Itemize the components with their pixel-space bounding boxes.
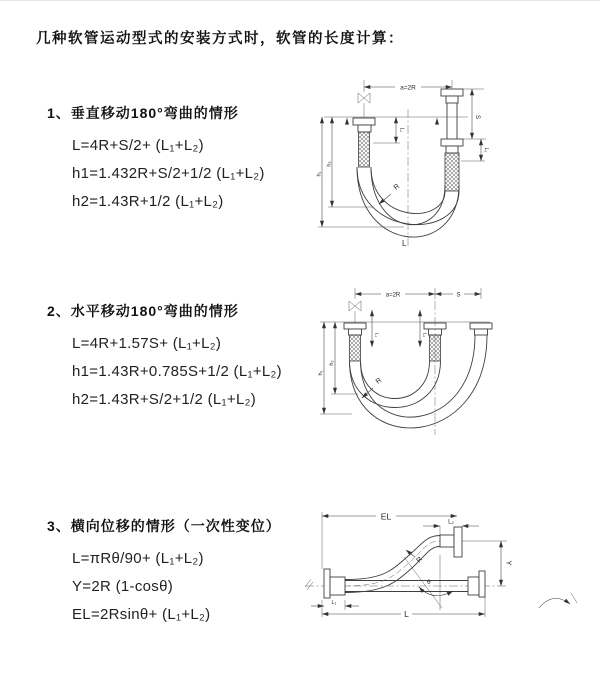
d2-left-flange <box>344 323 366 361</box>
d1-label-r: R <box>392 182 402 192</box>
d3-label-l: L <box>404 609 409 619</box>
d3-el-dimension <box>322 511 457 569</box>
d3-y-dimension <box>501 541 514 586</box>
valve-icon <box>358 93 370 117</box>
d3-hose-curves <box>345 536 440 593</box>
diagram-3-svg <box>303 507 593 629</box>
formula-line: Y=2R (1-cosθ) <box>72 578 174 595</box>
section-1-heading: 1、垂直移动180°弯曲的情形 <box>47 105 239 121</box>
d3-radius-leader <box>406 550 424 564</box>
break-mark <box>305 579 313 590</box>
section-1-formulas <box>72 132 265 216</box>
d2-label-l2: L₂ <box>421 332 427 338</box>
d1-radius-leader <box>379 183 401 204</box>
section-vertical-movement <box>47 103 265 216</box>
d3-label-theta: θ <box>427 579 431 586</box>
d3-l2-dimension <box>423 520 479 536</box>
d3-label-y: Y <box>504 560 514 566</box>
formula-line: L=πRθ/90+ (L₁+L₂) <box>72 550 204 567</box>
d3-upper-flange <box>440 527 507 557</box>
d2-label-r: R <box>374 376 384 386</box>
d3-l-dimension <box>322 597 485 619</box>
formula-line: h1=1.432R+S/2+1/2 (L₁+L₂) <box>72 165 265 182</box>
formula-line: h2=1.43R+S/2+1/2 (L₁+L₂) <box>72 391 257 408</box>
diagram-2-svg <box>314 285 498 443</box>
d3-label-l2: L₂ <box>448 519 454 526</box>
d2-right-flange <box>470 323 492 335</box>
d1-label-l: L <box>402 239 407 248</box>
d2-label-s: S <box>456 292 461 299</box>
diagram-lateral-displacement <box>303 507 593 629</box>
d1-s-dimension <box>463 89 486 139</box>
d2-label-l1: L₁ <box>373 332 379 338</box>
section-2-formulas <box>72 330 282 414</box>
d1-label-h2: h₂ <box>326 161 333 167</box>
d3-label-r: R <box>415 555 424 565</box>
d1-l2-dimension <box>461 139 489 161</box>
d2-label-a2r: a=2R <box>385 292 401 299</box>
valve-icon <box>349 301 361 324</box>
d1-label-l1: L₁ <box>398 127 405 133</box>
formula-line: h2=1.43R+1/2 (L₁+L₂) <box>72 193 224 210</box>
formula-line: L=4R+1.57S+ (L₁+L₂) <box>72 335 222 352</box>
d1-l1-dimension <box>373 117 405 143</box>
diagram-1-svg <box>316 77 498 255</box>
d2-hose-curves <box>350 332 488 428</box>
d2-label-h1: h₁ <box>318 370 324 376</box>
section-lateral-displacement <box>47 516 281 629</box>
d1-right-pipe <box>441 89 463 191</box>
formula-line: h1=1.43R+0.785S+1/2 (L₁+L₂) <box>72 363 282 380</box>
d2-label-h2: h₂ <box>329 360 335 366</box>
d3-label-l1: L₁ <box>331 600 337 606</box>
formula-line: EL=2Rsinθ+ (L₁+L₂) <box>72 606 211 623</box>
section-3-formulas <box>72 545 281 629</box>
diagram-horizontal-u-bend <box>314 285 498 443</box>
section-horizontal-movement <box>47 301 282 414</box>
diagram-vertical-u-bend <box>316 77 498 255</box>
d3-l1-dimension <box>311 600 359 610</box>
d3-theta-construction <box>404 555 453 610</box>
page-title: 几种软管运动型式的安装方式时，软管的长度计算： <box>36 31 404 47</box>
d1-top-dimension <box>364 80 452 92</box>
d3-label-el: EL <box>380 511 392 522</box>
d3-right-flange <box>468 571 485 597</box>
d1-label-a2r: a=2R <box>400 84 416 92</box>
d1-left-flange <box>353 118 375 167</box>
formula-line: L=4R+S/2+ (L₁+L₂) <box>72 137 204 154</box>
d1-label-l2: L₂ <box>483 147 489 153</box>
d1-label-s: S <box>474 114 480 120</box>
d2-l1-dimension <box>372 310 380 347</box>
d2-top-dimensions <box>355 288 481 299</box>
section-3-heading: 3、横向位移的情形（一次性变位） <box>47 518 281 534</box>
d3-swing-arrow <box>539 593 577 608</box>
d1-label-h1: h₁ <box>316 171 323 177</box>
section-2-heading: 2、水平移动180°弯曲的情形 <box>47 303 239 319</box>
d3-left-flange <box>324 569 345 598</box>
